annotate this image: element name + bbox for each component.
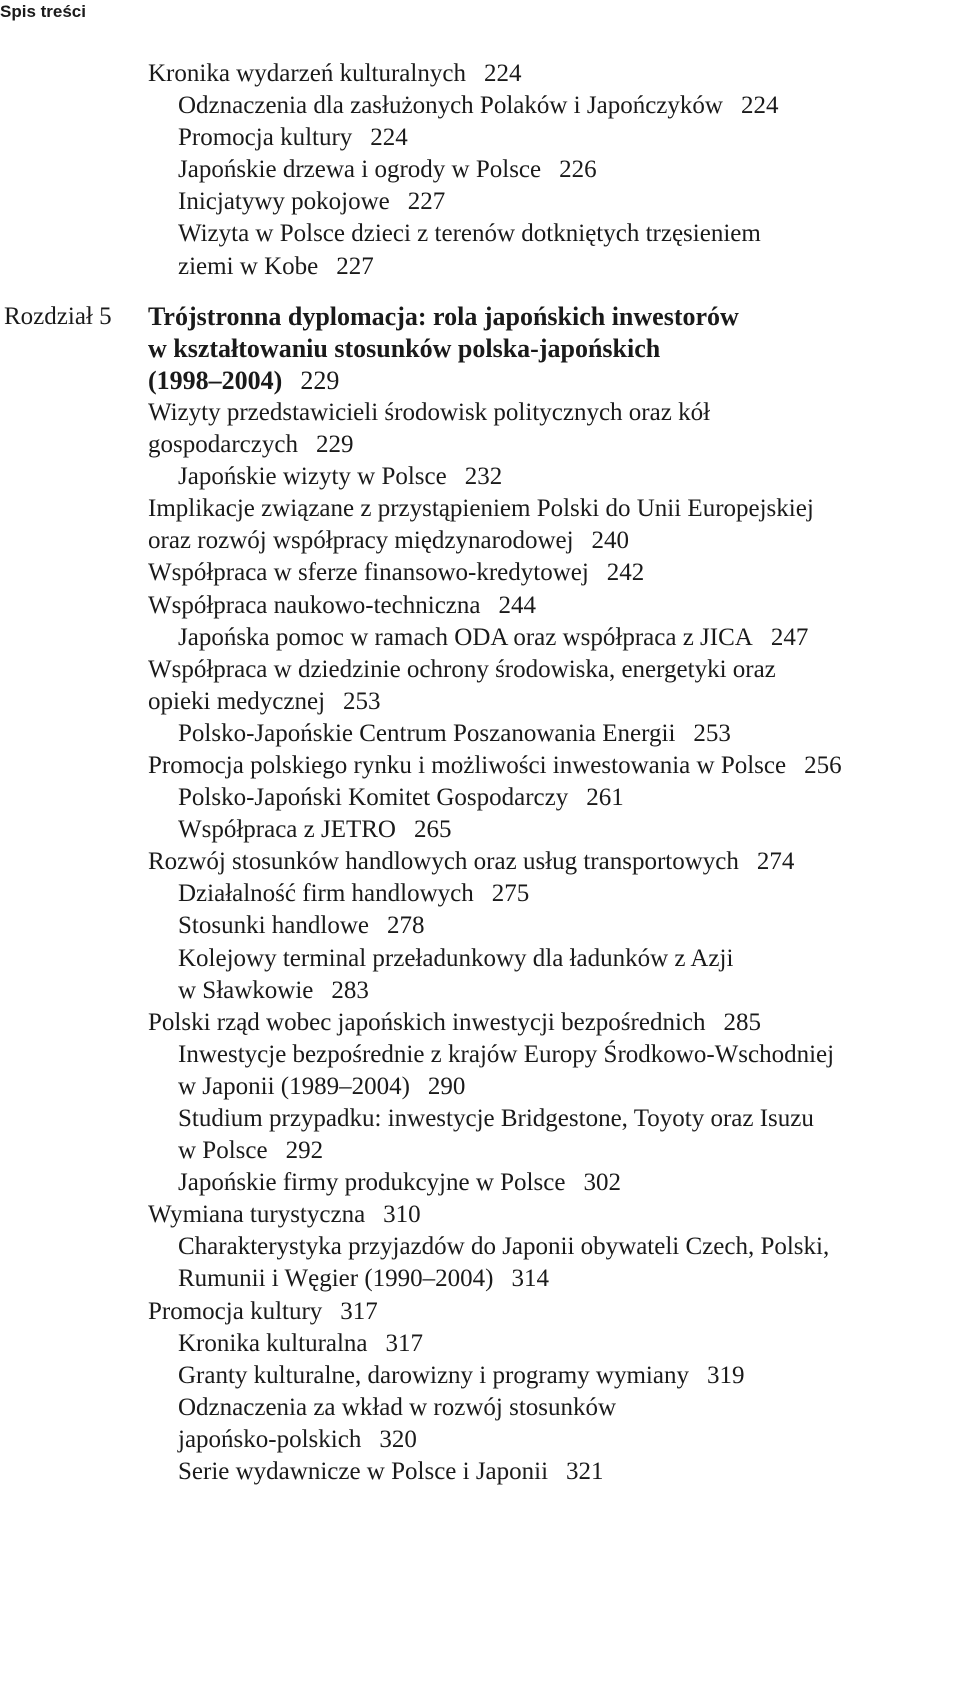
toc-entry-title: Kronika kulturalna — [178, 1329, 368, 1357]
toc-entry-title: Japońskie wizyty w Polsce — [178, 463, 447, 491]
toc-entry-title: Współpraca w dziedzinie ochrony środowiska, energetyki oraz — [148, 655, 776, 683]
toc-entry-title: gospodarczych — [148, 431, 298, 459]
toc-entry-page: 256 — [804, 751, 842, 779]
toc-entry — [0, 590, 960, 622]
toc-entry — [0, 251, 960, 283]
toc-entry-page: 247 — [770, 623, 809, 651]
toc-entry-page: 229 — [315, 431, 354, 459]
toc-entry — [0, 429, 960, 461]
toc-entry-page: 274 — [756, 848, 795, 876]
toc-entry-page: 224 — [740, 92, 779, 120]
toc-entry-title: Polsko-Japoński Komitet Gospodarczy — [178, 784, 569, 812]
toc-entry — [0, 1167, 960, 1199]
toc-entry — [0, 1392, 960, 1424]
toc-entry — [0, 878, 960, 910]
chapter-heading — [0, 301, 960, 397]
toc-entry-page: 283 — [331, 976, 369, 1004]
toc-entry-page: 278 — [386, 912, 425, 940]
toc-entry-page: 292 — [285, 1137, 324, 1165]
toc-entry-page: 317 — [340, 1297, 378, 1325]
toc-entry — [0, 1456, 960, 1488]
toc-entry-title: Granty kulturalne, darowizny i programy wymiany — [178, 1361, 689, 1389]
toc-entry-page: 253 — [343, 687, 381, 715]
toc-entry-page: 317 — [385, 1329, 424, 1357]
toc-entry — [0, 1328, 960, 1360]
toc-entry — [0, 1039, 960, 1071]
toc-entry-title: Polsko-Japońskie Centrum Poszanowania Energii — [178, 719, 676, 747]
toc-entry-page: 240 — [591, 527, 630, 555]
toc-entry — [0, 943, 960, 975]
toc-entry — [0, 718, 960, 750]
chapter-page-number: 229 — [300, 365, 340, 395]
toc-entry-page: 321 — [566, 1458, 604, 1486]
toc-entry-title: Działalność firm handlowych — [178, 880, 474, 908]
toc-entry-title: Promocja kultury — [178, 124, 353, 152]
toc-entry-page: 261 — [586, 784, 624, 812]
toc-entry — [0, 186, 960, 218]
toc-entry-title: Polski rząd wobec japońskich inwestycji bezpośrednich — [148, 1008, 706, 1036]
toc-entry-title: Promocja polskiego rynku i możliwości inwestowania w Polsce — [148, 751, 787, 779]
toc-entry — [0, 1007, 960, 1039]
toc-entry — [0, 1424, 960, 1456]
toc-entry — [0, 557, 960, 589]
toc-entry — [0, 1231, 960, 1263]
toc-entry-page: 290 — [427, 1072, 466, 1100]
toc-entry — [0, 686, 960, 718]
toc-entry — [0, 654, 960, 686]
toc-entry — [0, 1263, 960, 1295]
toc-entry-page: 227 — [336, 252, 374, 280]
toc-entry-page: 319 — [706, 1361, 745, 1389]
toc-entry — [0, 461, 960, 493]
toc-entry-page: 253 — [693, 719, 731, 747]
toc-entry-title: w Sławkowie — [178, 976, 314, 1004]
toc-entry-title: ziemi w Kobe — [178, 252, 319, 280]
toc-entry-title: Kolejowy terminal przeładunkowy dla ładunków z Azji — [178, 944, 734, 972]
toc-entry-page: 244 — [498, 591, 536, 619]
toc-entry-page: 320 — [379, 1425, 417, 1453]
toc-entry-title: Japońskie firmy produkcyjne w Polsce — [178, 1169, 566, 1197]
toc-entry-title: Współpraca naukowo-techniczna — [148, 591, 481, 619]
toc-entry-page: 285 — [723, 1008, 761, 1036]
toc-entry — [0, 1071, 960, 1103]
toc-entry — [0, 814, 960, 846]
toc-entry — [0, 1103, 960, 1135]
toc-entry — [0, 910, 960, 942]
toc-entry-title: Stosunki handlowe — [178, 912, 369, 940]
toc-entry-title: Współpraca w sferze finansowo-kredytowej — [148, 559, 589, 587]
toc-entry-page: 310 — [383, 1201, 421, 1229]
toc-entry-title: Studium przypadku: inwestycje Bridgestone, Toyoty oraz Isuzu — [178, 1105, 814, 1132]
toc-entry-title: Japońskie drzewa i ogrody w Polsce — [178, 156, 542, 184]
toc-entry — [0, 122, 960, 154]
toc-entry-title: Inicjatywy pokojowe — [178, 188, 390, 216]
toc-entry — [0, 622, 960, 654]
toc-entry — [0, 782, 960, 814]
toc-entry-page: 265 — [413, 816, 452, 844]
toc-entry-page: 224 — [483, 60, 522, 87]
toc-entry-title: Odznaczenia dla zasłużonych Polaków i Japończyków — [178, 92, 723, 120]
chapter-title-line — [0, 333, 960, 365]
toc-entry-page: 302 — [583, 1169, 621, 1197]
toc-section-after — [0, 397, 960, 1488]
chapter-title-text: w kształtowaniu stosunków polska-japońskich — [148, 333, 661, 363]
toc-entry-title: oraz rozwój współpracy międzynarodowej — [148, 527, 574, 555]
toc-entry-page: 242 — [606, 559, 645, 587]
toc-entry — [0, 1135, 960, 1167]
toc-section-before — [0, 58, 960, 283]
chapter-label: Rozdział 5 — [4, 302, 112, 330]
toc-entry-title: Promocja kultury — [148, 1297, 323, 1325]
chapter-title-text: (1998–2004) — [148, 365, 283, 395]
table-of-contents — [0, 58, 960, 1488]
toc-entry-title: Współpraca z JETRO — [178, 816, 396, 844]
toc-entry-title: Implikacje związane z przystąpieniem Polski do Unii Europejskiej — [148, 495, 814, 523]
toc-entry — [0, 525, 960, 557]
toc-entry-title: japońsko-polskich — [178, 1425, 362, 1453]
toc-entry-page: 224 — [370, 124, 408, 152]
toc-entry — [0, 1360, 960, 1392]
toc-entry-title: w Japonii (1989–2004) — [178, 1072, 410, 1100]
section-gap — [0, 283, 960, 301]
toc-entry-title: Odznaczenia za wkład w rozwój stosunków — [178, 1393, 617, 1421]
toc-entry — [0, 154, 960, 186]
toc-entry — [0, 90, 960, 122]
chapter-title-text: Trójstronna dyplomacja: rola japońskich inwestorów — [148, 301, 739, 331]
chapter-title-line — [0, 301, 960, 333]
chapter-title-line — [0, 365, 960, 397]
toc-entry-title: w Polsce — [178, 1137, 268, 1165]
toc-entry-title: Wizyta w Polsce dzieci z terenów dotkniętych trzęsieniem — [178, 220, 761, 248]
toc-entry-title: Charakterystyka przyjazdów do Japonii obywateli Czech, Polski, — [178, 1233, 830, 1261]
toc-entry-title: Kronika wydarzeń kulturalnych — [148, 60, 466, 87]
toc-entry — [0, 1296, 960, 1328]
toc-entry-page: 232 — [464, 463, 503, 491]
toc-entry-page: 226 — [559, 156, 597, 184]
toc-entry — [0, 58, 960, 90]
toc-entry — [0, 846, 960, 878]
toc-entry — [0, 218, 960, 250]
toc-entry-title: Rumunii i Węgier (1990–2004) — [178, 1265, 494, 1293]
toc-entry — [0, 750, 960, 782]
toc-entry — [0, 1199, 960, 1231]
toc-entry-title: opieki medycznej — [148, 687, 326, 715]
toc-entry-title: Japońska pomoc w ramach ODA oraz współpraca z JICA — [178, 623, 753, 651]
toc-entry — [0, 397, 960, 429]
toc-entry-page: 275 — [491, 880, 530, 908]
page-header: Spis treści — [0, 2, 86, 21]
toc-entry-title: Wizyty przedstawicieli środowisk politycznych oraz kół — [148, 398, 711, 426]
toc-entry — [0, 975, 960, 1007]
toc-entry-page: 227 — [407, 188, 446, 216]
toc-entry-title: Wymiana turystyczna — [148, 1201, 366, 1229]
toc-entry-title: Serie wydawnicze w Polsce i Japonii — [178, 1458, 549, 1486]
toc-entry-page: 314 — [511, 1265, 549, 1293]
toc-entry-title: Inwestycje bezpośrednie z krajów Europy Środkowo-Wschodniej — [178, 1040, 835, 1068]
toc-entry — [0, 493, 960, 525]
toc-entry-title: Rozwój stosunków handlowych oraz usług transportowych — [148, 848, 739, 876]
